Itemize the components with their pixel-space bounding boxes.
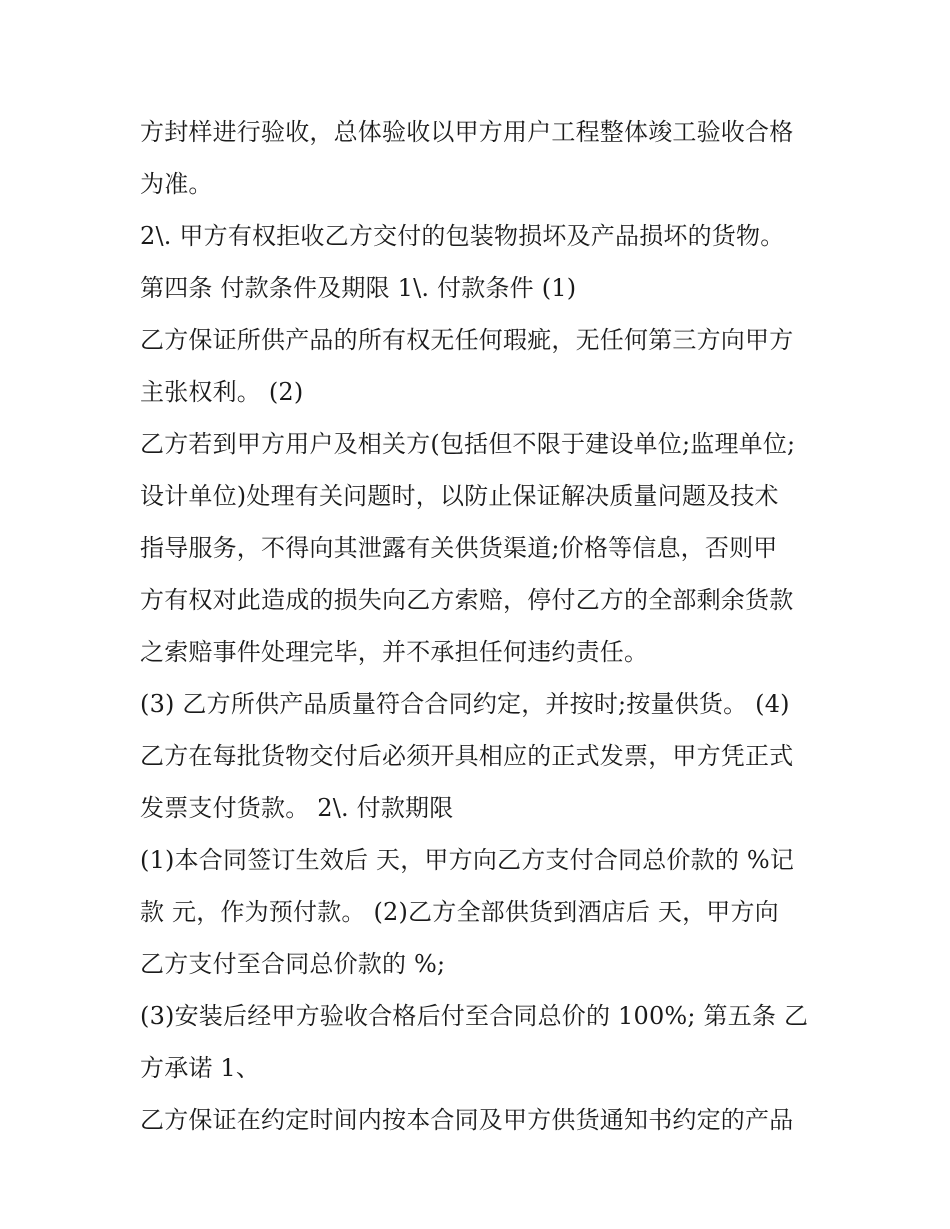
- text-line: (1)本合同签订生效后 天，甲方向乙方支付合同总价款的 %记: [140, 846, 795, 874]
- text-line: 方有权对此造成的损失向乙方索赔，停付乙方的全部剩余货款: [140, 586, 794, 614]
- text-line: 方封样进行验收，总体验收以甲方用户工程整体竣工验收合格: [140, 118, 794, 146]
- text-line: 2\. 甲方有权拒收乙方交付的包装物损坏及产品损坏的货物。: [140, 222, 785, 250]
- text-line: 乙方支付至合同总价款的 %;: [140, 950, 446, 978]
- text-line: 乙方保证在约定时间内按本合同及甲方供货通知书约定的产品: [140, 1106, 794, 1134]
- text-line: 乙方在每批货物交付后必须开具相应的正式发票，甲方凭正式: [140, 742, 794, 770]
- text-line: 设计单位)处理有关问题时，以防止保证解决质量问题及技术: [140, 482, 779, 510]
- text-line: 乙方若到甲方用户及相关方(包括但不限于建设单位;监理单位;: [140, 430, 796, 458]
- text-line: (3) 乙方所供产品质量符合合同约定，并按时;按量供货。 (4): [140, 690, 790, 718]
- text-line: 为准。: [140, 170, 213, 198]
- text-line: 主张权利。 (2): [140, 378, 304, 406]
- document-body: [140, 106, 820, 1146]
- text-line: 发票支付货款。 2\. 付款期限: [140, 794, 454, 822]
- text-line: 指导服务，不得向其泄露有关供货渠道;价格等信息，否则甲: [140, 534, 778, 562]
- text-line: 之索赔事件处理完毕，并不承担任何违约责任。: [140, 638, 649, 666]
- section-heading-line: 第四条 付款条件及期限 1\. 付款条件 (1): [140, 274, 577, 302]
- text-line: 乙方保证所供产品的所有权无任何瑕疵，无任何第三方向甲方: [140, 326, 794, 354]
- text-line: 方承诺 1、: [140, 1054, 261, 1082]
- text-line: 款 元，作为预付款。 (2)乙方全部供货到酒店后 天，甲方向: [140, 898, 779, 926]
- section-heading-line: (3)安装后经甲方验收合格后付至合同总价的 100%; 第五条 乙: [140, 1002, 809, 1030]
